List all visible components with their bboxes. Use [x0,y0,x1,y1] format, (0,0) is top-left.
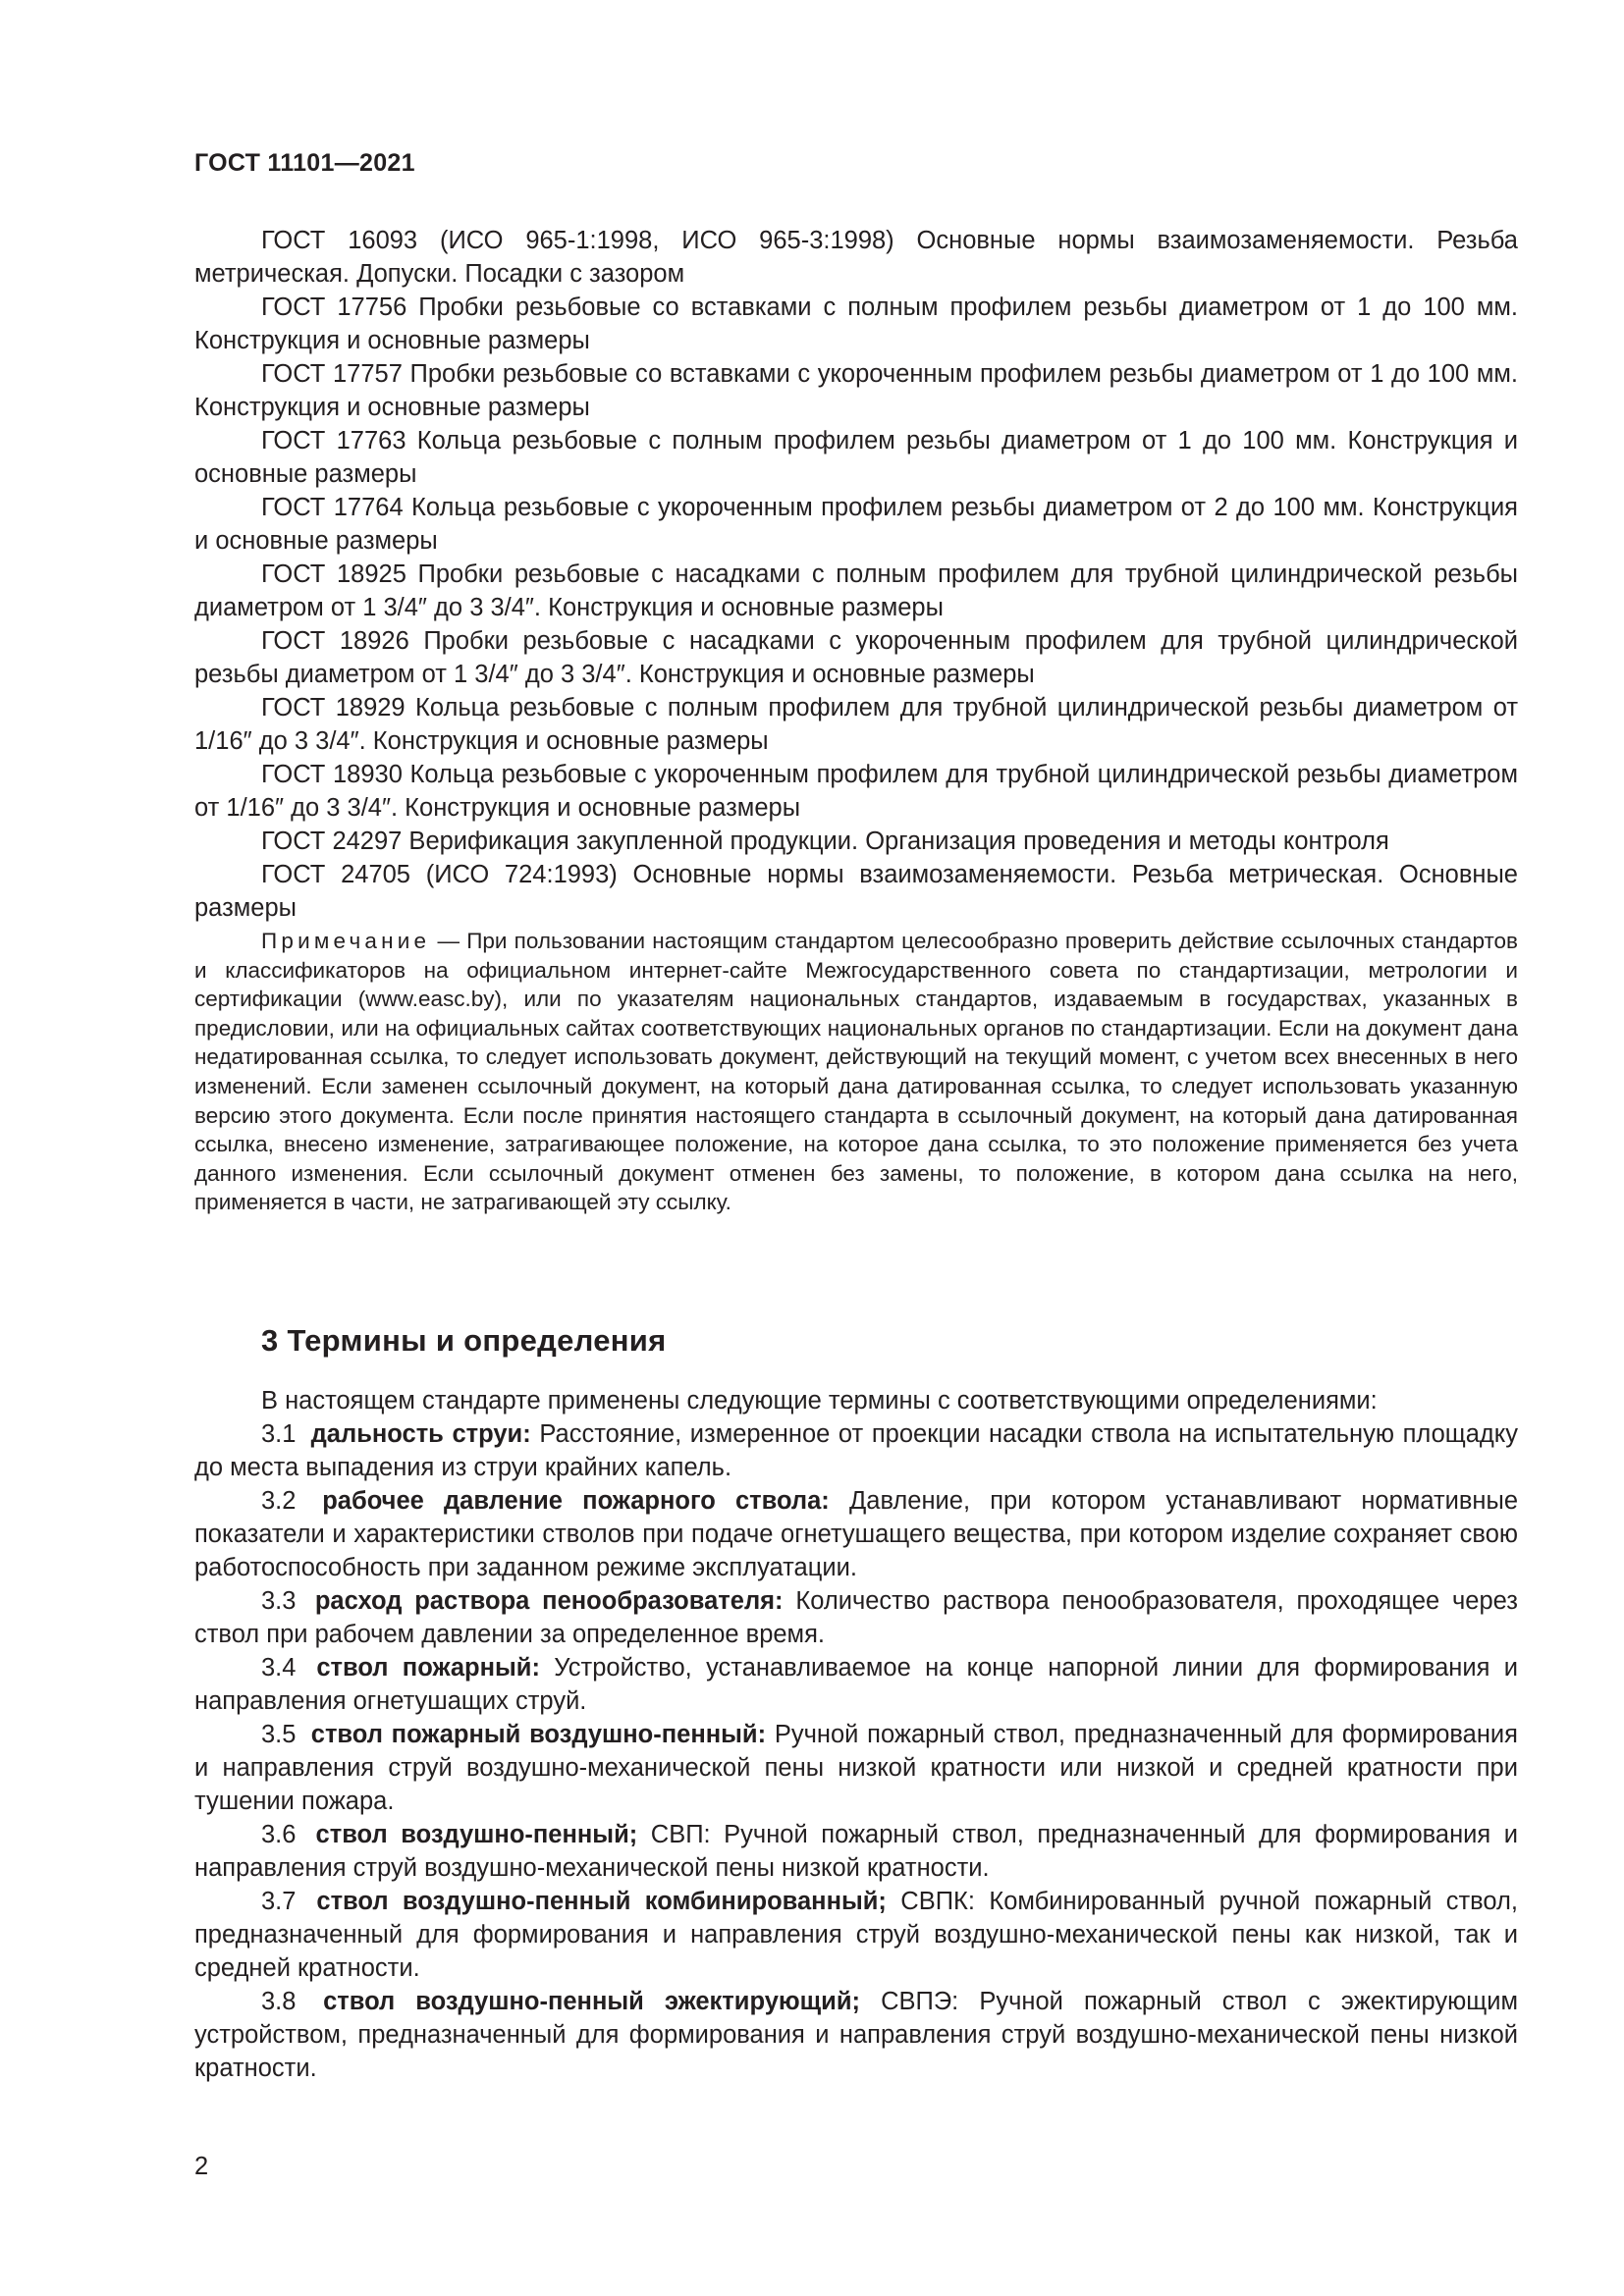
term-number: 3.6 [261,1821,297,1848]
term-number: 3.1 [261,1420,297,1448]
reference-item: ГОСТ 17757 Пробки резьбовые со вставками с укороченным профилем резьбы диаметром от 1 до 100 мм. Конструкция и основные размеры [194,360,1518,421]
term-name: ствол воздушно-пенный эжектирующий; [323,1988,861,2015]
reference-item: ГОСТ 17764 Кольца резьбовые с укороченным профилем резьбы диаметром от 2 до 100 мм. Конструкция и основные размеры [194,494,1518,555]
note-text: — При пользовании настоящим стандартом целесообразно проверить действие ссылочных стандартов и классификаторов на официальном интернет-сайте Межгосударственного совета по стандартизации, метрологии и сертификации (www.easc.by), или по указателям национальных стандартов, издаваемым в государствах, указанных в предисловии, или на официальных сайтах соответствующих национальных органов по стандартизации. Если на документ дана недатированная ссылка, то следует использовать документ, действующий на текущий момент, с учетом всех внесенных в него изменений. Если заменен ссылочный документ, на который дана датированная ссылка, то следует использовать указанную версию этого документа. Если после принятия настоящего стандарта в ссылочный документ, на который дана датированная ссылка, внесено изменение, затрагивающее положение, на которое дана ссылка, то это положение применяется без учета данного изменения. Если ссылочный документ отменен без замены, то положение, в котором дана ссылка на него, применяется в части, не затрагивающей эту ссылку. [194,929,1518,1215]
term-entry [194,1985,1518,2085]
term-name: ствол воздушно-пенный; [315,1821,638,1848]
reference-item: ГОСТ 18925 Пробки резьбовые с насадками с полным профилем для трубной цилиндрической резьбы диаметром от 1 3/4″ до 3 3/4″. Конструкция и основные размеры [194,561,1518,621]
term-name: ствол воздушно-пенный комбинированный; [316,1888,887,1915]
term-name: дальность струи: [310,1420,531,1448]
normative-references-list [194,224,1518,925]
term-name: расход раствора пенообразователя: [314,1587,784,1615]
term-definition: СВПК: Комбинированный ручной пожарный ствол, предназначенный для формирования и направления струй воздушно-механической пены как низкой, так и средней кратности. [194,1888,1518,1982]
term-entry [194,1718,1518,1818]
note-block [194,927,1518,1217]
section-intro: В настоящем стандарте применены следующие термины с соответствующими определениями: [261,1387,1378,1415]
term-entry [194,1818,1518,1885]
term-number: 3.3 [261,1587,297,1615]
document-header: ГОСТ 11101—2021 [194,149,415,177]
term-entry [194,1885,1518,1985]
page-number: 2 [194,2153,209,2180]
term-definition: СВП: Ручной пожарный ствол, предназначенный для формирования и направления струй воздушно-механической пены низкой кратности. [194,1821,1518,1882]
reference-item: ГОСТ 24705 (ИСО 724:1993) Основные нормы взаимозаменяемости. Резьба метрическая. Основные размеры [194,861,1518,922]
term-number: 3.5 [261,1721,297,1748]
term-number: 3.4 [261,1654,297,1682]
term-number: 3.8 [261,1988,297,2015]
term-entry [194,1484,1518,1584]
term-entry [194,1584,1518,1651]
term-entry [194,1651,1518,1718]
note-label: Примечание [261,929,431,953]
term-number: 3.2 [261,1487,297,1515]
reference-item: ГОСТ 18929 Кольца резьбовые с полным профилем для трубной цилиндрической резьбы диаметром от 1/16″ до 3 3/4″. Конструкция и основные размеры [194,694,1518,755]
term-definition: Устройство, устанавливаемое на конце напорной линии для формирования и направления огнетушащих струй. [194,1654,1519,1715]
term-definition: Ручной пожарный ствол, предназначенный для формирования и направления струй воздушно-механической пены низкой кратности или низкой и средней кратности при тушении пожара. [194,1721,1518,1815]
note-paragraph [194,927,1518,1217]
reference-item: ГОСТ 16093 (ИСО 965-1:1998, ИСО 965-3:1998) Основные нормы взаимозаменяемости. Резьба метрическая. Допуски. Посадки с зазором [194,227,1518,288]
reference-item: ГОСТ 18926 Пробки резьбовые с насадками с укороченным профилем для трубной цилиндрической резьбы диаметром от 1 3/4″ до 3 3/4″. Конструкция и основные размеры [194,627,1518,688]
reference-item: ГОСТ 17763 Кольца резьбовые с полным профилем резьбы диаметром от 1 до 100 мм. Конструкция и основные размеры [194,427,1518,488]
section-title: 3 Термины и определения [261,1323,667,1358]
reference-item: ГОСТ 24297 Верификация закупленной продукции. Организация проведения и методы контроля [261,828,1389,855]
term-name: ствол пожарный воздушно-пенный: [310,1721,767,1748]
section-terms [194,1321,1518,2085]
term-number: 3.7 [261,1888,297,1915]
term-name: ствол пожарный: [316,1654,540,1682]
term-definition: Расстояние, измеренное от проекции насадки ствола на испытательную площадку до места выпадения из струи крайних капель. [194,1420,1519,1481]
term-name: рабочее давление пожарного ствола: [322,1487,830,1515]
term-entry [194,1417,1518,1484]
term-definition: СВПЭ: Ручной пожарный ствол с эжектирующим устройством, предназначенный для формирования и направления струй воздушно-механической пены низкой кратности. [194,1988,1519,2082]
term-definition: Давление, при котором устанавливают нормативные показатели и характеристики стволов при подаче огнетушащего вещества, при котором изделие сохраняет свою работоспособность при заданном режиме эксплуатации. [194,1487,1519,1581]
reference-item: ГОСТ 17756 Пробки резьбовые со вставками с полным профилем резьбы диаметром от 1 до 100 мм. Конструкция и основные размеры [194,294,1518,354]
reference-item: ГОСТ 18930 Кольца резьбовые с укороченным профилем для трубной цилиндрической резьбы диаметром от 1/16″ до 3 3/4″. Конструкция и основные размеры [194,761,1518,822]
term-definition: Количество раствора пенообразователя, проходящее через ствол при рабочем давлении за определенное время. [194,1587,1518,1648]
